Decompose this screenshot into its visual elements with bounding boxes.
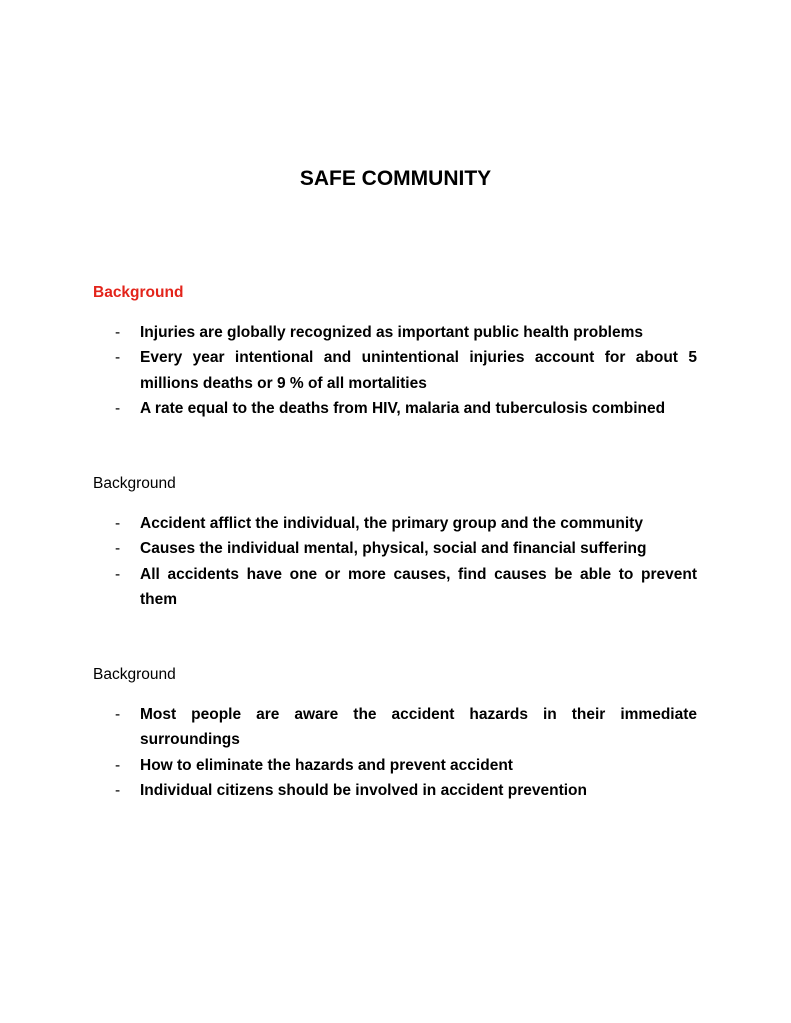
bullet-list — [93, 320, 697, 421]
list-item — [93, 396, 697, 421]
list-item — [93, 753, 697, 778]
bullet-dash: - — [115, 756, 121, 774]
section-heading: Background — [93, 666, 176, 683]
list-item-text: All accidents have one or more causes, find causes be able to prevent them — [140, 565, 697, 608]
section-3 — [93, 665, 697, 803]
list-item-text: How to eliminate the hazards and prevent accident — [140, 756, 513, 774]
list-item-text: Individual citizens should be involved in accident prevention — [140, 781, 587, 799]
list-item — [93, 511, 697, 536]
list-item — [93, 562, 697, 613]
list-item — [93, 345, 697, 396]
list-item-text: Accident afflict the individual, the primary group and the community — [140, 515, 643, 532]
list-item — [93, 536, 697, 561]
bullet-list — [93, 702, 697, 803]
section-1 — [93, 283, 697, 421]
bullet-dash: - — [115, 324, 121, 341]
page-title: SAFE COMMUNITY — [299, 167, 492, 190]
section-heading: Background — [93, 284, 184, 301]
bullet-dash: - — [115, 781, 121, 799]
section-2 — [93, 474, 697, 612]
list-item-text: Every year intentional and unintentional injuries account for about 5 millions deaths or 9 % of all mortalities — [140, 349, 697, 392]
bullet-dash: - — [115, 706, 121, 723]
list-item — [93, 320, 697, 345]
section-heading: Background — [93, 475, 176, 492]
bullet-dash: - — [115, 540, 121, 558]
bullet-dash: - — [115, 399, 121, 417]
bullet-dash: - — [115, 515, 121, 532]
bullet-dash: - — [115, 349, 121, 367]
bullet-list — [93, 511, 697, 612]
bullet-dash: - — [115, 565, 121, 583]
list-item-text: Injuries are globally recognized as important public health problems — [140, 324, 643, 341]
list-item — [93, 702, 697, 753]
list-item — [93, 778, 697, 803]
list-item-text: Causes the individual mental, physical, social and financial suffering — [140, 540, 647, 558]
list-item-text: Most people are aware the accident hazards in their immediate surroundings — [140, 706, 697, 749]
list-item-text: A rate equal to the deaths from HIV, malaria and tuberculosis combined — [140, 399, 666, 417]
